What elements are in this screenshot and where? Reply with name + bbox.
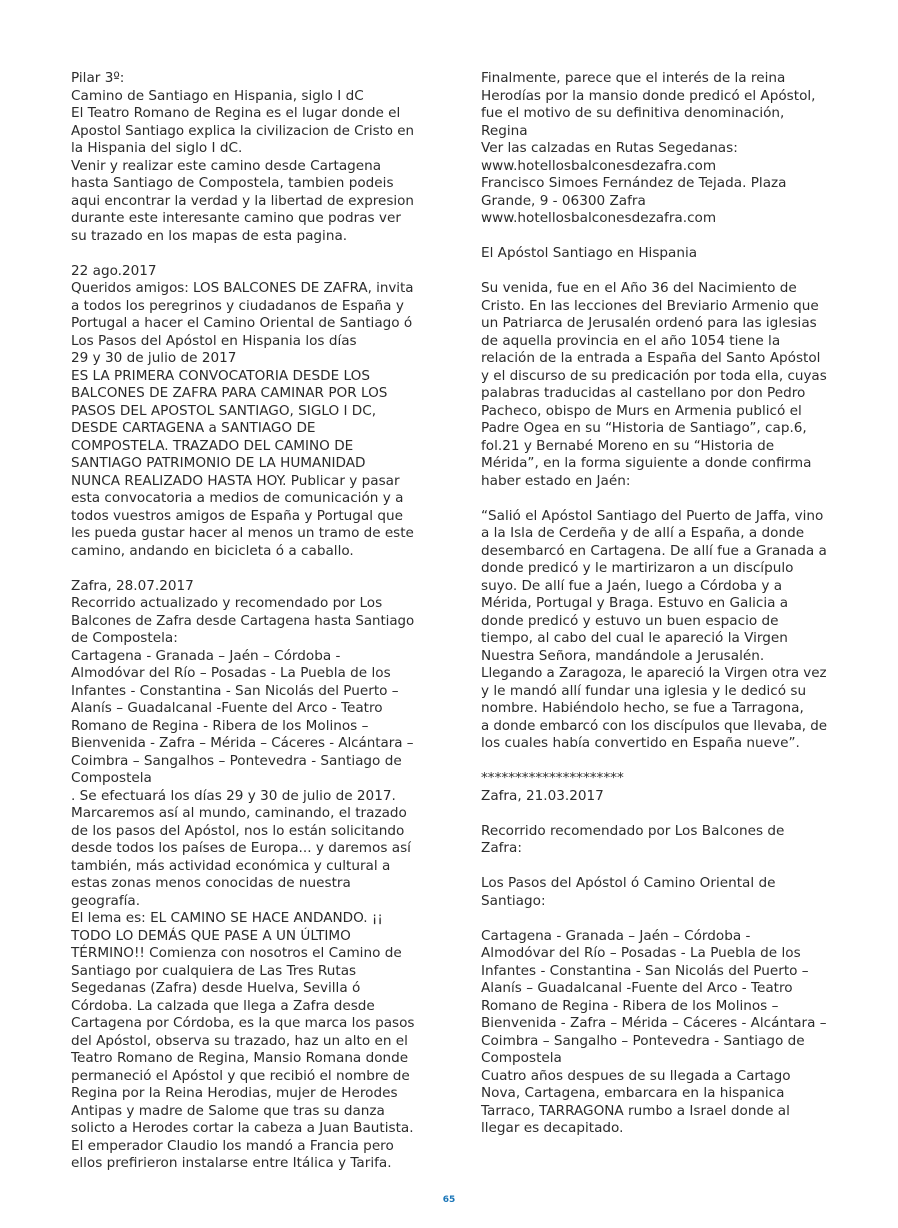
paragraph	[71, 70, 414, 245]
left-column	[71, 70, 414, 1173]
paragraph	[481, 245, 827, 263]
text-line: www.hotellosbalconesdezafra.com	[481, 157, 717, 174]
text-line: de aquella provincia en el año 1054 tiene la	[481, 332, 781, 349]
text-line: DESDE CARTAGENA a SANTIAGO DE	[71, 420, 316, 436]
text-line: permaneció el Apóstol y que recibió el nombre de	[71, 1067, 410, 1084]
text-line: Zafra, 21.03.2017	[481, 787, 604, 804]
text-line: Regina por la Reina Herodias, mujer de Herodes	[71, 1085, 398, 1101]
text-line: Compostela	[481, 1050, 562, 1066]
text-line: Zafra:	[481, 840, 522, 856]
text-line: Mérida, Portugal y Braga. Estuvo en Galicia a	[481, 595, 789, 611]
text-line: Antipas y madre de Salome que tras su danza	[71, 1102, 385, 1119]
text-line: fol.21 y Bernabé Moreno en su “Historia de	[481, 437, 775, 454]
text-line: Grande, 9 - 06300 Zafra	[481, 192, 646, 209]
text-line: El Teatro Romano de Regina es el lugar donde el	[71, 105, 401, 121]
text-line: fue el motivo de su definitiva denominación,	[481, 105, 785, 121]
text-line: Zafra, 28.07.2017	[71, 577, 194, 594]
text-line: Herodías por la mansio donde predicó el Apóstol,	[481, 87, 816, 104]
paragraph	[481, 875, 827, 910]
text-line: Marcaremos así al mundo, caminando, el trazado	[71, 805, 407, 821]
text-line: Almodóvar del Río – Posadas - La Puebla de los	[71, 665, 391, 681]
text-line: y le mandó allí fundar una iglesia y le dedicó su	[481, 682, 807, 699]
text-line: su trazado en los mapas de esta pagina.	[71, 227, 348, 244]
text-line: desembarcó en Cartagena. De allí fue a Granada a	[481, 542, 827, 559]
text-line: BALCONES DE ZAFRA PARA CAMINAR POR LOS	[71, 385, 388, 401]
text-line: llegar es decapitado.	[481, 1120, 624, 1136]
paragraph-gap	[481, 753, 827, 771]
text-line: ES LA PRIMERA CONVOCATORIA DESDE LOS	[71, 367, 370, 384]
text-line: Francisco Simoes Fernández de Tejada. Plaza	[481, 175, 787, 191]
text-line: . Se efectuará los días 29 y 30 de julio de 2017.	[71, 787, 396, 804]
paragraph	[71, 578, 414, 1173]
text-line: Bienvenida - Zafra – Mérida – Cáceres - Alcántara –	[71, 735, 414, 751]
text-line: Córdoba. La calzada que llega a Zafra desde	[71, 997, 375, 1014]
text-line: Cuatro años despues de su llegada a Cartago	[481, 1067, 791, 1084]
text-line: Teatro Romano de Regina, Mansio Romana donde	[71, 1050, 409, 1066]
text-line: camino, andando en bicicleta ó a caballo.	[71, 542, 354, 559]
text-line: Alanís – Guadalcanal -Fuente del Arco - Teatro	[481, 980, 793, 996]
text-line: haber estado en Jaén:	[481, 472, 631, 489]
text-line: Queridos amigos: LOS BALCONES DE ZAFRA, invita	[71, 280, 414, 296]
text-line: Venir y realizar este camino desde Cartagena	[71, 157, 382, 174]
text-line: Ver las calzadas en Rutas Segedanas:	[481, 140, 738, 156]
text-line: ellos prefirieron instalarse entre Itálica y Tarifa.	[71, 1155, 392, 1171]
text-line: también, más actividad económica y cultural a	[71, 857, 391, 874]
text-line: Cartagena - Granada – Jaén – Córdoba -	[71, 647, 341, 664]
text-line: los cuales había convertido en España nueve”.	[481, 735, 800, 751]
paragraph	[481, 508, 827, 753]
right-column	[481, 70, 827, 1138]
paragraph-gap	[71, 245, 414, 263]
text-line: Almodóvar del Río – Posadas - La Puebla de los	[481, 945, 801, 961]
text-line: Los Pasos del Apóstol ó Camino Oriental de	[481, 875, 776, 891]
text-line: a donde embarcó con los discípulos que llevaba, de	[481, 718, 827, 734]
text-line: un Patriarca de Jerusalén ordenó para las iglesias	[481, 315, 817, 331]
paragraph	[481, 770, 827, 805]
text-line: durante este interesante camino que podras ver	[71, 210, 401, 226]
text-line: Los Pasos del Apóstol en Hispania los días	[71, 332, 357, 349]
text-line: esta convocatoria a medios de comunicación y a	[71, 490, 404, 506]
paragraph-gap	[481, 228, 827, 246]
paragraph-gap	[481, 858, 827, 876]
text-line: Tarraco, TARRAGONA rumbo a Israel donde al	[481, 1102, 790, 1119]
paragraph	[481, 70, 827, 228]
text-line: a la Isla de Cerdeña y de allí a España, a donde	[481, 525, 805, 541]
text-line: estas zonas menos conocidas de nuestra	[71, 875, 351, 891]
text-line: Mérida”, en la forma siguiente a donde confirma	[481, 455, 812, 471]
text-line: Cartagena - Granada – Jaén – Córdoba -	[481, 927, 751, 944]
text-line: Su venida, fue en el Año 36 del Nacimiento de	[481, 280, 797, 296]
text-line: aqui encontrar la verdad y la libertad de expresion	[71, 192, 414, 209]
text-line: “Salió el Apóstol Santiago del Puerto de Jaffa, vino	[481, 507, 824, 524]
text-line: El lema es: EL CAMINO SE HACE ANDANDO. ¡¡	[71, 910, 383, 926]
text-line: TODO LO DEMÁS QUE PASE A UN ÚLTIMO	[71, 927, 351, 944]
text-line: de Compostela:	[71, 630, 178, 646]
text-line: Recorrido actualizado y recomendado por Los	[71, 595, 383, 611]
text-line: suyo. De allí fue a Jaén, luego a Córdoba y a	[481, 577, 783, 594]
text-line: Romano de Regina - Ribera de los Molinos –	[481, 997, 779, 1014]
paragraph	[481, 823, 827, 858]
text-line: 29 y 30 de julio de 2017	[71, 350, 237, 366]
text-line: Cartagena por Córdoba, es la que marca los pasos	[71, 1015, 415, 1031]
text-line: Coimbra – Sangalho – Pontevedra - Santiago de	[481, 1032, 805, 1049]
paragraph	[71, 263, 414, 561]
text-line: Compostela	[71, 770, 152, 786]
text-line: Infantes - Constantina - San Nicolás del Puerto –	[481, 962, 809, 979]
text-line: palabras traducidas al castellano por don Pedro	[481, 385, 806, 401]
text-line: 22 ago.2017	[71, 262, 157, 279]
text-line: del Apóstol, observa su trazado, haz un alto en el	[71, 1032, 408, 1049]
text-line: Portugal a hacer el Camino Oriental de Santiago ó	[71, 315, 413, 331]
text-line: y el discurso de su predicación por toda ella, cuyas	[481, 367, 827, 384]
text-line: geografía.	[71, 892, 141, 909]
text-line: desde todos los países de Europa... y daremos así	[71, 840, 411, 856]
text-line: nombre. Habiéndolo hecho, se fue a Tarragona,	[481, 700, 804, 716]
text-line: www.hotellosbalconesdezafra.com	[481, 210, 717, 226]
text-line: SANTIAGO PATRIMONIO DE LA HUMANIDAD	[71, 455, 366, 471]
text-line: Camino de Santiago en Hispania, siglo I dC	[71, 87, 364, 104]
text-line: Regina	[481, 122, 528, 139]
text-line: Nova, Cartagena, embarcara en la hispanica	[481, 1085, 785, 1101]
text-line: COMPOSTELA. TRAZADO DEL CAMINO DE	[71, 437, 354, 454]
text-line: de los pasos del Apóstol, nos lo están solicitando	[71, 822, 405, 839]
text-line: donde predicó y le martirizaron a un discípulo	[481, 560, 794, 576]
text-line: Pacheco, obispo de Murs en Armenia publicó el	[481, 402, 802, 419]
text-line: todos vuestros amigos de España y Portugal que	[71, 507, 403, 524]
text-line: Padre Ogea en su “Historia de Santiago”, cap.6,	[481, 420, 807, 436]
paragraph-gap	[71, 560, 414, 578]
text-line: Pilar 3º:	[71, 70, 125, 86]
text-line: *********************	[481, 770, 624, 786]
paragraph-gap	[481, 490, 827, 508]
text-line: NUNCA REALIZADO HASTA HOY. Publicar y pasar	[71, 472, 400, 489]
text-line: El emperador Claudio los mandó a Francia pero	[71, 1137, 394, 1154]
text-line: Segedanas (Zafra) desde Huelva, Sevilla ó	[71, 980, 361, 996]
text-line: donde predicó y estuvo un buen espacio de	[481, 612, 779, 629]
text-line: Finalmente, parece que el interés de la reina	[481, 70, 786, 86]
text-line: PASOS DEL APOSTOL SANTIAGO, SIGLO I DC,	[71, 402, 377, 419]
text-line: Recorrido recomendado por Los Balcones de	[481, 822, 785, 839]
paragraph	[481, 280, 827, 490]
text-line: Balcones de Zafra desde Cartagena hasta Santiago	[71, 613, 415, 629]
text-line: Infantes - Constantina - San Nicolás del Puerto –	[71, 682, 399, 699]
text-line: Bienvenida - Zafra – Mérida – Cáceres - Alcántara –	[481, 1015, 827, 1031]
text-line: Cristo. En las lecciones del Breviario Armenio que	[481, 297, 819, 314]
paragraph	[481, 928, 827, 1138]
page-number: 65	[442, 1195, 456, 1205]
paragraph-gap	[481, 263, 827, 281]
text-line: les pueda gustar hacer al menos un tramo de este	[71, 525, 414, 541]
text-line: Coimbra – Sangalhos – Pontevedra - Santiago de	[71, 752, 402, 769]
text-line: Nuestra Señora, mandándole a Jerusalén.	[481, 647, 765, 664]
text-line: TÉRMINO!! Comienza con nosotros el Camino de	[71, 945, 402, 961]
paragraph-gap	[481, 805, 827, 823]
paragraph-gap	[481, 910, 827, 928]
text-line: Llegando a Zaragoza, le apareció la Virgen otra vez	[481, 666, 827, 681]
text-line: hasta Santiago de Compostela, tambien podeis	[71, 175, 394, 191]
text-line: Santiago por cualquiera de Las Tres Rutas	[71, 962, 357, 979]
text-line: relación de la entrada a España del Santo Apóstol	[481, 350, 821, 366]
text-line: la Hispania del siglo I dC.	[71, 140, 243, 156]
text-line: Santiago:	[481, 892, 546, 909]
text-line: a todos los peregrinos y ciudadanos de España y	[71, 297, 404, 314]
text-line: tiempo, al cabo del cual le apareció la Virgen	[481, 630, 788, 646]
text-line: solicto a Herodes cortar la cabeza a Juan Bautista.	[71, 1120, 414, 1136]
text-line: Alanís – Guadalcanal -Fuente del Arco - Teatro	[71, 700, 383, 716]
text-line: El Apóstol Santiago en Hispania	[481, 245, 698, 261]
text-line: Romano de Regina - Ribera de los Molinos –	[71, 717, 369, 734]
text-line: Apostol Santiago explica la civilizacion de Cristo en	[71, 123, 414, 139]
